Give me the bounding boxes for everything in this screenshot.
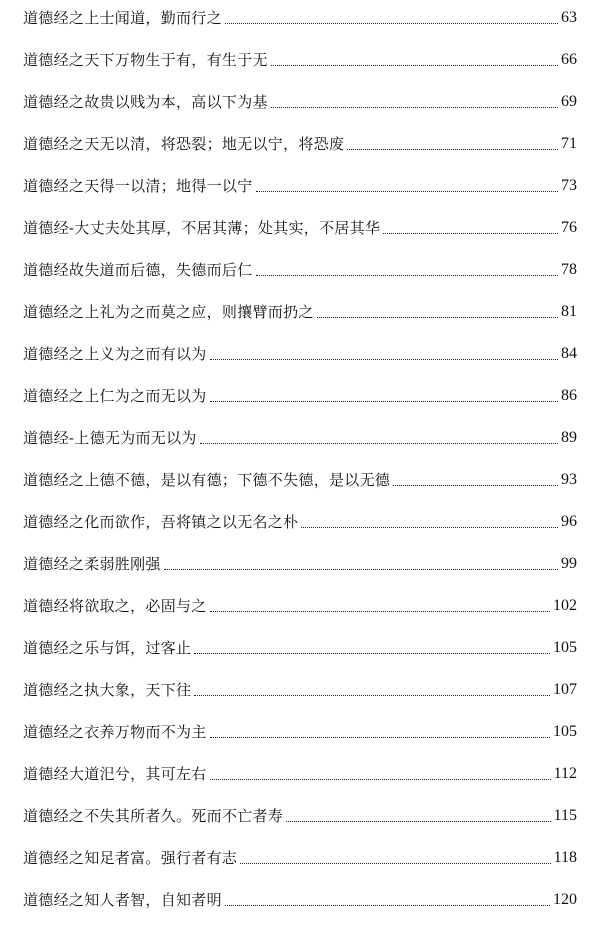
dot-leader <box>210 779 551 780</box>
toc-entry-page: 66 <box>561 51 577 68</box>
dot-leader <box>210 401 558 402</box>
toc-entry-page: 120 <box>553 891 577 908</box>
toc-entry[interactable] <box>23 422 577 448</box>
dot-leader <box>393 485 558 486</box>
toc-entry-page: 69 <box>561 93 577 110</box>
toc-entry-page: 73 <box>561 177 577 194</box>
toc-entry[interactable] <box>23 590 577 616</box>
toc-entry-title: 道德经之上礼为之而莫之应，则攘臂而扔之 <box>23 303 314 321</box>
toc-entry[interactable] <box>23 800 577 826</box>
toc-entry-page: 93 <box>561 471 577 488</box>
toc-entry-title: 道德经-上德无为而无以为 <box>23 429 197 447</box>
toc-entry-title: 道德经之故贵以贱为本，高以下为基 <box>23 93 268 111</box>
dot-leader <box>383 233 558 234</box>
dot-leader <box>301 527 558 528</box>
toc-entry-title: 道德经故失道而后德，失德而后仁 <box>23 261 253 279</box>
dot-leader <box>210 737 550 738</box>
dot-leader <box>200 443 558 444</box>
toc-entry-title: 道德经之上德不德，是以有德；下德不失德，是以无德 <box>23 471 391 489</box>
toc-entry-page: 78 <box>561 261 577 278</box>
toc-entry-title: 道德经之上仁为之而无以为 <box>23 387 207 405</box>
toc-entry-page: 96 <box>561 513 577 530</box>
toc-entry[interactable] <box>23 2 577 28</box>
toc-entry-title: 道德经之天无以清，将恐裂；地无以宁，将恐废 <box>23 135 345 153</box>
dot-leader <box>194 695 550 696</box>
toc-entry-page: 89 <box>561 429 577 446</box>
dot-leader <box>210 359 558 360</box>
dot-leader <box>240 863 550 864</box>
toc-entry-title: 道德经之上义为之而有以为 <box>23 345 207 363</box>
toc-entry-page: 105 <box>553 639 577 656</box>
toc-entry-title: 道德经之上士闻道，勤而行之 <box>23 9 222 27</box>
toc-entry-title: 道德经之执大象，天下往 <box>23 681 192 699</box>
dot-leader <box>256 275 558 276</box>
dot-leader <box>317 317 558 318</box>
dot-leader <box>271 107 558 108</box>
toc-entry-page: 81 <box>561 303 577 320</box>
toc-entry-title: 道德经将欲取之，必固与之 <box>23 597 207 615</box>
toc-entry-page: 63 <box>561 9 577 26</box>
dot-leader <box>256 191 558 192</box>
toc-entry[interactable] <box>23 170 577 196</box>
toc-entry-title: 道德经之天下万物生于有，有生于无 <box>23 51 268 69</box>
toc-entry-page: 99 <box>561 555 577 572</box>
toc-entry[interactable] <box>23 464 577 490</box>
toc-entry-title: 道德经之不失其所者久。死而不亡者寿 <box>23 807 284 825</box>
dot-leader <box>164 569 558 570</box>
toc-entry-page: 102 <box>553 597 577 614</box>
toc-entry[interactable] <box>23 296 577 322</box>
toc-entry[interactable] <box>23 884 577 910</box>
toc-entry-page: 84 <box>561 345 577 362</box>
toc-entry-page: 76 <box>561 219 577 236</box>
toc-entry-title: 道德经之衣养万物而不为主 <box>23 723 207 741</box>
toc-entry-title: 道德经之乐与饵，过客止 <box>23 639 192 657</box>
toc-entry[interactable] <box>23 128 577 154</box>
toc-entry[interactable] <box>23 842 577 868</box>
toc-entry-title: 道德经之知足者富。强行者有志 <box>23 849 238 867</box>
toc-entry[interactable] <box>23 632 577 658</box>
dot-leader <box>194 653 550 654</box>
toc-entry-page: 112 <box>553 765 577 782</box>
toc-entry-page: 115 <box>553 807 577 824</box>
toc-entry-title: 道德经之天得一以清；地得一以宁 <box>23 177 253 195</box>
toc-entry-page: 86 <box>561 387 577 404</box>
dot-leader <box>225 905 550 906</box>
toc-entry[interactable] <box>23 506 577 532</box>
toc-entry[interactable] <box>23 716 577 742</box>
toc-entry[interactable] <box>23 44 577 70</box>
dot-leader <box>347 149 558 150</box>
toc-entry[interactable] <box>23 548 577 574</box>
toc-entry-page: 118 <box>553 849 577 866</box>
toc-entry[interactable] <box>23 86 577 112</box>
toc-entry-title: 道德经-大丈夫处其厚，不居其薄；处其实，不居其华 <box>23 219 381 237</box>
toc-entry-title: 道德经之柔弱胜刚强 <box>23 555 161 573</box>
toc-entry[interactable] <box>23 674 577 700</box>
toc-entry[interactable] <box>23 380 577 406</box>
toc-entry[interactable] <box>23 758 577 784</box>
toc-entry-title: 道德经之知人者智，自知者明 <box>23 891 222 909</box>
dot-leader <box>210 611 550 612</box>
toc-entry[interactable] <box>23 212 577 238</box>
dot-leader <box>225 23 558 24</box>
dot-leader <box>271 65 558 66</box>
dot-leader <box>286 821 550 822</box>
toc-entry[interactable] <box>23 254 577 280</box>
toc-entry-page: 71 <box>561 135 577 152</box>
toc-entry-title: 道德经大道汜兮，其可左右 <box>23 765 207 783</box>
toc-entry[interactable] <box>23 338 577 364</box>
toc-entry-page: 107 <box>553 681 577 698</box>
toc-entry-title: 道德经之化而欲作，吾将镇之以无名之朴 <box>23 513 299 531</box>
toc-entry-page: 105 <box>553 723 577 740</box>
